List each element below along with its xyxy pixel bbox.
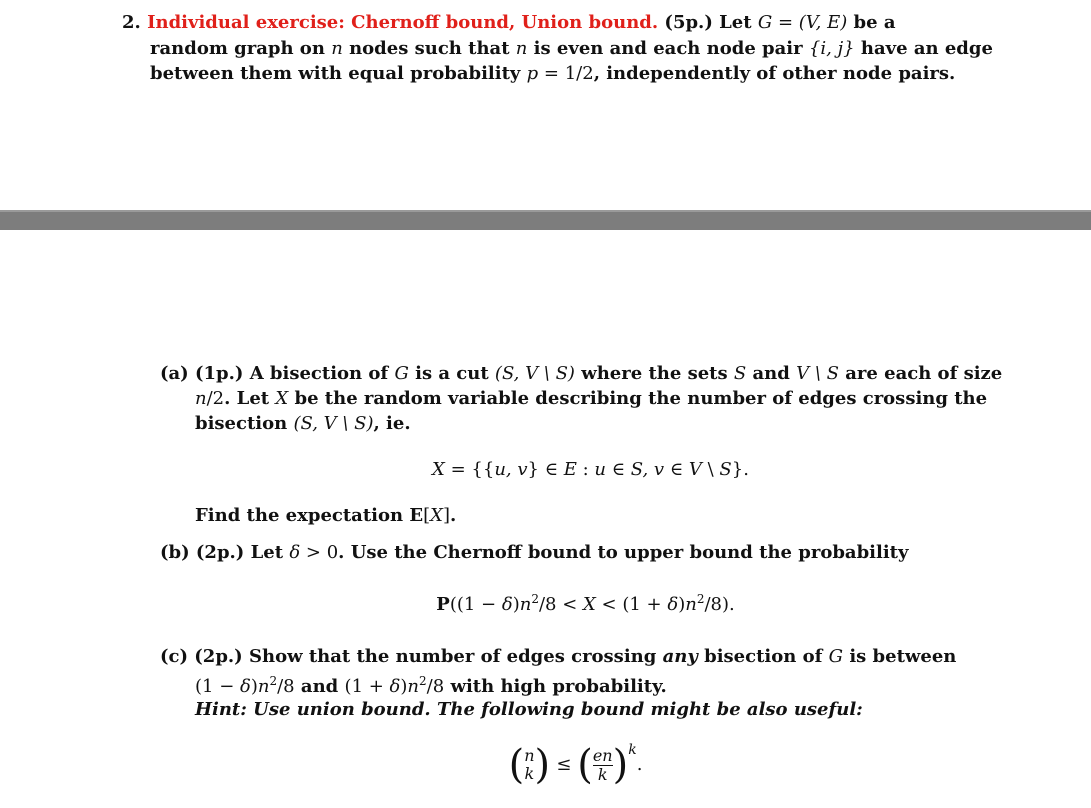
problem-line-1: 2. Individual exercise: Chernoff bound, Union bound. (5p.) Let G = (V, E) be a <box>122 12 896 33</box>
part-a-label: (a) <box>160 363 189 384</box>
part-b-line-1: (b) (2p.) Let δ > 0. Use the Chernoff bound to upper bound the probability <box>160 542 909 563</box>
part-b-label: (b) <box>160 542 190 563</box>
part-a-find: Find the expectation E[X]. <box>195 505 457 526</box>
part-a-line-3: bisection (S, V \ S), ie. <box>195 413 411 434</box>
problem-title: Individual exercise: Chernoff bound, Union bound. <box>147 12 659 33</box>
equation-probability: $P((1 - \delta)n^2/8 < X < (1 + \delta)n^2/8)$. <box>436 592 735 615</box>
problem-line-3: between them with equal probability p = 1/2, independently of other node pairs. <box>150 63 956 84</box>
part-c-label: (c) <box>160 646 188 667</box>
equation-binomial-bound: ( n k ) ≤ ( $\frac{en}{k}$ )$^k$. <box>508 742 643 788</box>
part-c-line-1: (c) (2p.) Show that the number of edges crossing any bisection of G is between <box>160 646 957 667</box>
problem-points: (5p.) <box>664 12 713 33</box>
page-divider <box>0 210 1091 230</box>
part-a-line-1: (a) (1p.) A bisection of G is a cut (S, V \ S) where the sets S and V \ S are each of size <box>160 363 1003 384</box>
part-c-hint: Hint: Use union bound. The following bound might be also useful: <box>195 699 863 720</box>
problem-number: 2. <box>122 12 141 33</box>
part-a-line-2: n/2. Let X be the random variable describing the number of edges crossing the <box>195 388 988 409</box>
equation-x-definition: X = {{u, v} ∈ E : u ∈ S, v ∈ V \ S}. <box>432 459 749 480</box>
part-c-line-2: $(1 - \delta)n^2/8$ and $(1 + \delta)n^2/8$ with high probability. <box>195 674 667 697</box>
problem-line-2: random graph on n nodes such that n is even and each node pair {i, j} have an edge <box>150 38 993 59</box>
